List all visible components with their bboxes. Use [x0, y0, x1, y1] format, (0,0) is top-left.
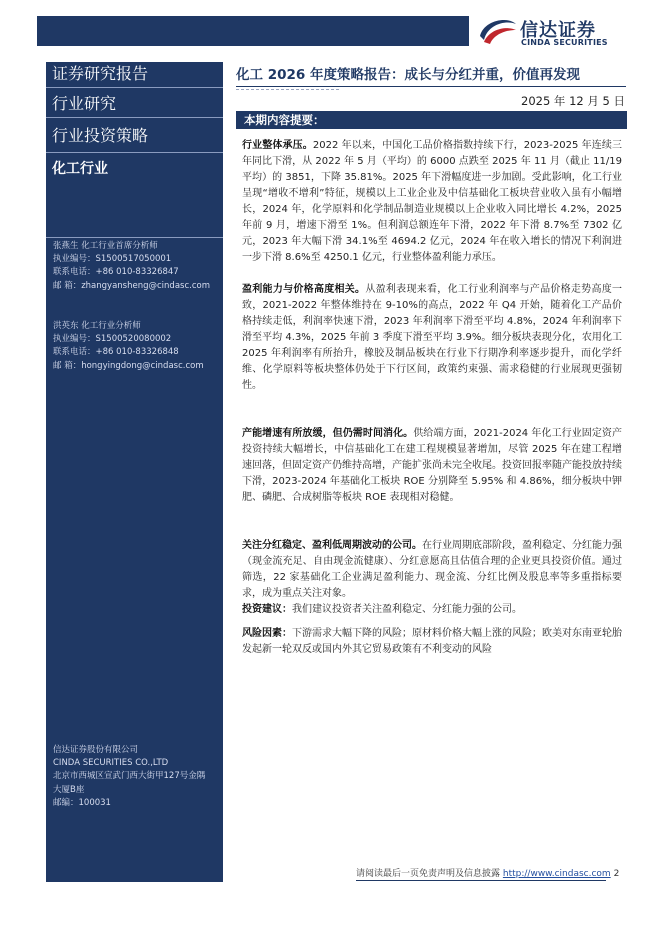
company-address: 北京市西城区宣武门西大街甲127号金隅 [53, 771, 206, 782]
sidebar-divider [46, 152, 223, 153]
paragraph-lead: 行业整体承压。 [242, 140, 313, 151]
paragraph-body: 2022 年以来，中国化工品价格指数持续下行，2023-2025 年连续三年同比下滑，从 2022 年 5 月（平均）的 6000 点跌至 2025 年 11 月（截止 11/19 平均）的 3851，下降 35.81%。2025 年下滑幅度进一步加剧。受此影响，化工行业呈现“增收不增利”特征，规模以上工业企业及中信基础化工板块营业收入虽有小幅增长，2024 年，化学原料和化学制品制造业规模以上企业收入同比增长 4.2%，2025 年前 9 月，增速下滑至 1%。但利润总额连年下滑，2022 年下滑 8.7%至 7302 亿元，2023 年大幅下滑 34.1%至 4694.2 亿元，2024 年在收入增长的情况下利润进一步下滑 8.6%至 4250.1 亿元，行业整体盈利能力承压。 [242, 140, 622, 263]
analyst-email[interactable]: 邮 箱：zhangyansheng@cindasc.com [53, 280, 210, 291]
analyst-email[interactable]: 邮 箱：hongyingdong@cindasc.com [53, 360, 204, 371]
paragraph-lead: 产能增速有所放缓，但仍需时间消化。 [242, 428, 414, 439]
title-divider [236, 86, 626, 87]
footer-divider [356, 880, 606, 881]
report-date: 2025 年 12 月 5 日 [521, 94, 625, 108]
summary-paragraph [242, 538, 622, 602]
sidebar-subcategory: 行业投资策略 [52, 126, 149, 145]
analyst-phone: 联系电话：+86 010-83326847 [53, 267, 179, 278]
paragraph-body: 在行业周期底部阶段，盈利稳定、分红能力强（现金流充足、自由现金流健康）、分红意愿高且估值合理的企业更具投资价值。通过筛选，22 家基础化工企业满足盈利能力、现金流、分红比例及股息率等多重指标要求，成为重点关注对象。 [242, 540, 622, 599]
summary-paragraph [242, 602, 622, 618]
analyst-license: 执业编号：S1500520080002 [53, 334, 172, 345]
company-logo [478, 14, 638, 48]
logo-text-en: CINDA SECURITIES [521, 38, 608, 47]
company-info [53, 744, 221, 810]
analyst-phone: 联系电话：+86 010-83326848 [53, 347, 179, 358]
sidebar-industry: 化工行业 [52, 161, 108, 177]
sidebar-category: 行业研究 [52, 94, 117, 113]
company-address-cont: 大厦B座 [53, 784, 85, 795]
analyst-card [53, 320, 221, 373]
paragraph-body: 下游需求大幅下降的风险；原材料价格大幅上涨的风险；欧美对东南亚轮胎发起新一轮双反或国内外其它贸易政策有不利变动的风险 [242, 628, 622, 655]
paragraph-body: 从盈利表现来看，化工行业利润率与产品价格走势高度一致，2021-2022 年整体维持在 9-10%的高点，2022 年 Q4 开始，随着化工产品价格持续走低，利润率快速下滑，2023 年利润率下滑至平均 4.8%，2024 年利润率下滑至平均 4.3%，2025 年前 3 季度下滑至平均 3.9%。细分板块表现分化，农用化工 2025 年利润率有所抬升，橡胶及制品板块在行业下行期净利率逐步提升，而化学纤维、化学原料等板块整体仍处于下行区间，政策约束强、需求稳健的行业展现更强韧性。 [242, 284, 623, 391]
analyst-card [53, 240, 221, 293]
company-zip: 邮编：100031 [53, 797, 111, 808]
paragraph-body: 我们建议投资者关注盈利稳定、分红能力强的公司。 [292, 604, 522, 615]
page-footer [356, 866, 626, 879]
paragraph-lead: 关注分红稳定、盈利低周期波动的公司。 [242, 540, 422, 551]
page-number: 2 [613, 869, 620, 879]
report-title: 化工 2026 年度策略报告：成长与分红并重，价值再发现 [236, 67, 580, 83]
footer-link[interactable]: http://www.cindasc.com [502, 869, 611, 879]
title-dashed-divider [236, 89, 339, 90]
summary-paragraph [242, 282, 622, 394]
logo-text-cn: 信达证券 [520, 20, 596, 41]
summary-paragraph [242, 138, 622, 266]
company-name-cn: 信达证券股份有限公司 [53, 745, 139, 755]
sidebar-report-type: 证券研究报告 [52, 64, 149, 83]
analyst-license: 执业编号：S1500517050001 [53, 254, 172, 265]
paragraph-lead: 投资建议： [242, 604, 292, 615]
cinda-logo-icon [478, 14, 518, 46]
analyst-name-role: 洪英东 化工行业分析师 [53, 321, 141, 331]
sidebar-divider [46, 117, 223, 118]
footer-disclaimer: 请阅读最后一页免责声明及信息披露 [356, 869, 501, 879]
summary-heading: 本期内容提要： [236, 111, 627, 129]
summary-paragraph [242, 426, 622, 506]
company-name-en: CINDA SECURITIES CO.,LTD [53, 758, 169, 769]
paragraph-body: 供给端方面，2021-2024 年化工行业固定资产投资持续大幅增长，中信基础化工在建工程规模显著增加，尽管 2025 年在建工程增速回落，但固定资产仍维持高增，产能扩张尚未完全收尾。投资回报率随产能投放持续下滑，2023-2024 年基础化工板块 ROE 分别降至 5.95% 和 4.86%，细分板块中钾肥、磷肥、合成树脂等板块 ROE 表现相对稳健。 [242, 428, 623, 503]
sidebar-divider [46, 237, 223, 238]
analyst-name-role: 张燕生 化工行业首席分析师 [53, 241, 158, 251]
paragraph-lead: 盈利能力与价格高度相关。 [242, 284, 366, 295]
header-bar [37, 16, 469, 46]
sidebar-divider [46, 87, 223, 88]
summary-paragraph [242, 626, 622, 658]
paragraph-lead: 风险因素： [242, 628, 292, 639]
sidebar [46, 62, 223, 882]
